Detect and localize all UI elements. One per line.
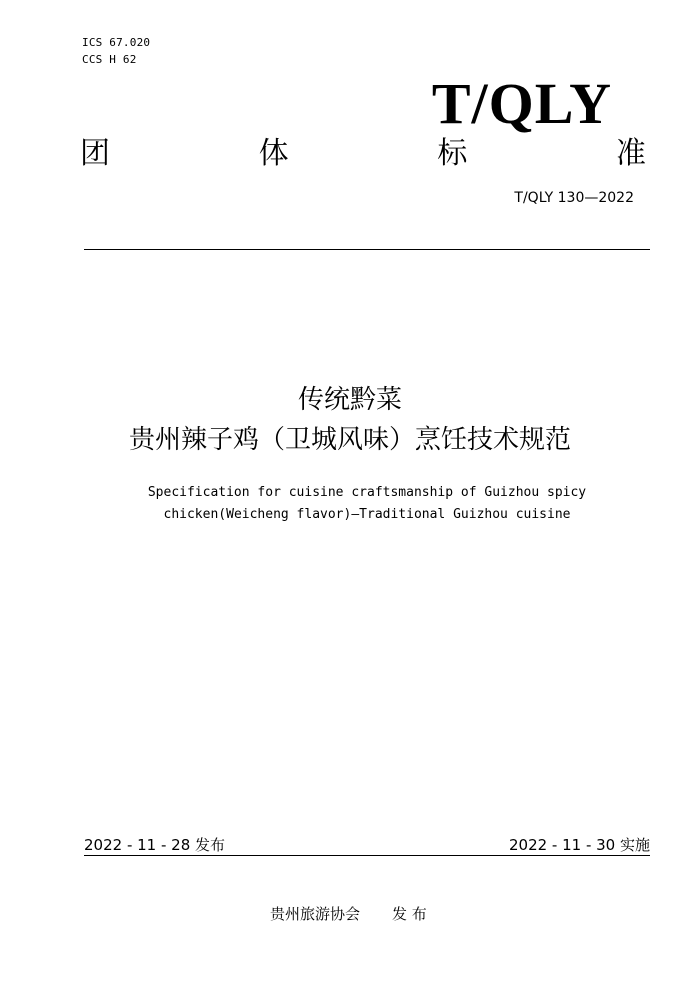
publish-label: 发 布 <box>392 905 427 923</box>
english-title-line-2: chicken(Weicheng flavor)—Traditional Guizhou cuisine <box>163 507 571 522</box>
top-divider <box>84 249 650 250</box>
standard-number: T/QLY 130—2022 <box>514 190 634 206</box>
ccs-code: CCS H 62 <box>82 53 137 66</box>
title-line-1: 传统黔菜 <box>297 385 402 415</box>
standard-kind-char: 标 <box>437 136 468 171</box>
implementation-date: 2022 - 11 - 30 实施 <box>508 836 650 854</box>
title-line-2: 贵州辣子鸡（卫城风味）烹饪技术规范 <box>128 425 571 455</box>
ics-code: ICS 67.020 <box>82 36 151 49</box>
standard-kind-char: 体 <box>258 136 289 171</box>
classification-codes <box>82 34 150 68</box>
standard-kind-char: 团 <box>80 136 110 171</box>
english-title-line-1: Specification for cuisine craftsmanship of Guizhou spicy <box>147 485 587 500</box>
publisher-line <box>270 903 427 924</box>
standard-kind-char: 准 <box>615 136 646 171</box>
publisher-name: 贵州旅游协会 <box>270 905 361 923</box>
issue-date: 2022 - 11 - 28 发布 <box>84 836 226 854</box>
standard-logo: T/QLY <box>431 71 612 136</box>
bottom-divider <box>84 855 650 856</box>
standard-kind <box>80 136 646 172</box>
